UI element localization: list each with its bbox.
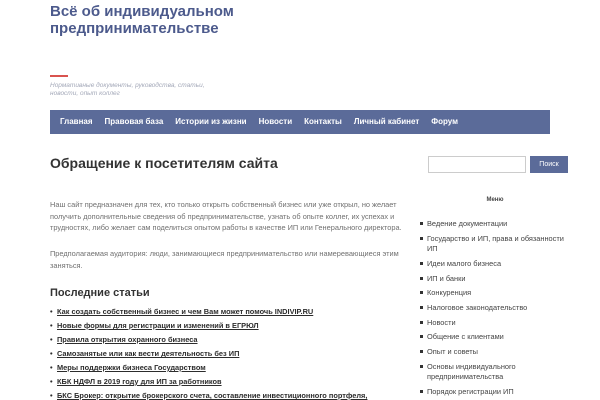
article-link[interactable]: Правила открытия охранного бизнеса bbox=[57, 335, 198, 344]
sidebar-item-documentation[interactable]: Ведение документации bbox=[420, 219, 570, 230]
bullet-icon: • bbox=[50, 335, 53, 344]
sidebar-item-registration[interactable]: Порядок регистрации ИП bbox=[420, 387, 570, 398]
sidebar-menu-title: Меню bbox=[486, 197, 504, 203]
page-title: Обращение к посетителям сайта bbox=[50, 155, 278, 171]
sidebar-item-tax-law[interactable]: Налоговое законодательство bbox=[420, 303, 570, 314]
sidebar-item-experience[interactable]: Опыт и советы bbox=[420, 347, 570, 358]
bullet-icon: • bbox=[50, 349, 53, 358]
list-item bbox=[50, 305, 410, 319]
list-item bbox=[50, 319, 410, 333]
article-link[interactable]: Новые формы для регистрации и изменений в ЕГРЮЛ bbox=[57, 321, 259, 330]
bullet-icon: • bbox=[50, 377, 53, 386]
nav-item-forum[interactable]: Форум bbox=[431, 117, 459, 126]
list-item bbox=[50, 361, 410, 375]
recent-articles-list bbox=[50, 305, 410, 400]
list-item bbox=[50, 389, 410, 400]
article-link[interactable]: Самозанятые или как вести деятельность без ИП bbox=[57, 349, 240, 358]
site-title[interactable]: Всё об индивидуальном предпринимательстве bbox=[50, 3, 234, 37]
sidebar-item-state-and-ip[interactable]: Государство и ИП, права и обязанности ИП bbox=[420, 234, 570, 255]
nav-item-account[interactable]: Личный кабинет bbox=[353, 117, 420, 126]
nav-item-contacts[interactable]: Контакты bbox=[304, 117, 342, 126]
nav-item-stories[interactable]: Истории из жизни bbox=[175, 117, 247, 126]
nav-item-news[interactable]: Новости bbox=[258, 117, 293, 126]
sidebar-item-clients[interactable]: Общение с клиентами bbox=[420, 332, 570, 343]
list-item bbox=[50, 347, 410, 361]
main-nav bbox=[50, 110, 550, 134]
search-button[interactable]: Поиск bbox=[530, 156, 568, 173]
list-item bbox=[50, 333, 410, 347]
sidebar-item-basics[interactable]: Основы индивидуального предпринимательства bbox=[420, 362, 570, 383]
list-item bbox=[50, 375, 410, 389]
article-link[interactable]: БКС Брокер: открытие брокерского счета, составление инвестиционного портфеля, bbox=[57, 391, 368, 400]
nav-item-home[interactable]: Главная bbox=[60, 117, 93, 126]
nav-item-legal-base[interactable]: Правовая база bbox=[104, 117, 164, 126]
recent-articles-heading: Последние статьи bbox=[50, 287, 150, 299]
sidebar-menu bbox=[420, 219, 570, 400]
sidebar-item-competition[interactable]: Конкуренция bbox=[420, 288, 570, 299]
bullet-icon: • bbox=[50, 391, 53, 400]
sidebar-item-news[interactable]: Новости bbox=[420, 318, 570, 329]
article-link[interactable]: КБК НДФЛ в 2019 году для ИП за работников bbox=[57, 377, 222, 386]
sidebar-item-business-ideas[interactable]: Идеи малого бизнеса bbox=[420, 259, 570, 270]
bullet-icon: • bbox=[50, 363, 53, 372]
sidebar-item-ip-and-banks[interactable]: ИП и банки bbox=[420, 274, 570, 285]
bullet-icon: • bbox=[50, 321, 53, 330]
audience-paragraph: Предполагаемая аудитория: люди, занимающиеся предпринимательство или намеревающиеся этим заняться. bbox=[50, 249, 399, 270]
bullet-icon: • bbox=[50, 307, 53, 316]
intro-paragraph: Наш сайт предназначен для тех, кто только открыть собственный бизнес или уже открыл, но желает получить дополнительные сведения об предпринимательстве, узнать об опыте коллег, их успехах и трудностях, либо желает сам поделиться опытом работы в качестве ИП или Генерального директора. bbox=[50, 200, 402, 232]
site-tagline: Нормативные документы, руководства, статьи, новости, опыт коллег bbox=[50, 82, 205, 97]
article-link[interactable]: Меры поддержки бизнеса Государством bbox=[57, 363, 206, 372]
title-accent-rule bbox=[50, 75, 68, 77]
article-link[interactable]: Как создать собственный бизнес и чем Вам может помочь INDIVIP.RU bbox=[57, 307, 314, 316]
search-input[interactable] bbox=[428, 156, 526, 173]
